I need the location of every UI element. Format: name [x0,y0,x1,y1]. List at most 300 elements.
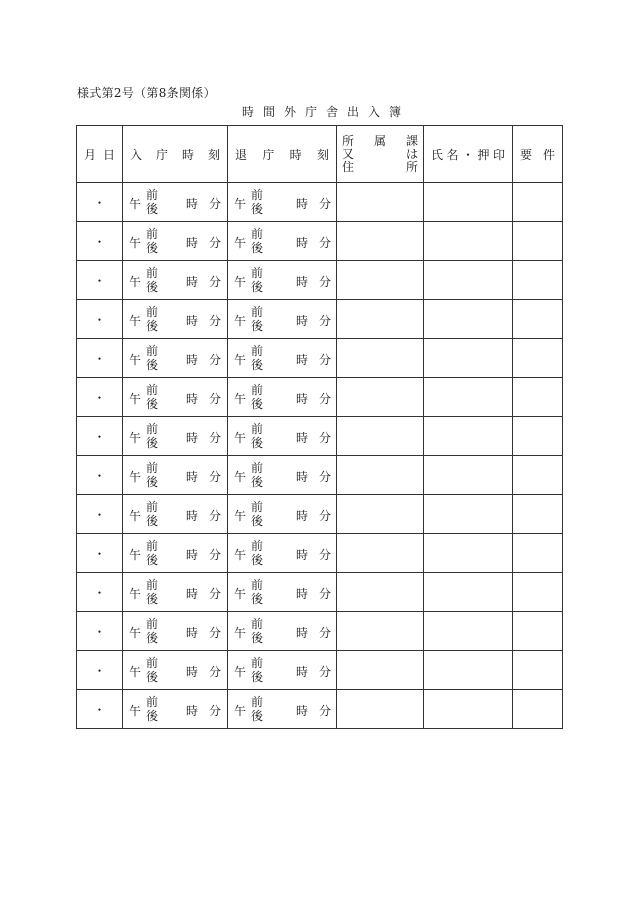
minute-label: 分 [319,470,332,484]
minute-label: 分 [209,704,222,718]
pm-label: 後 [146,202,159,216]
header-name-char: 印 [492,147,505,162]
exit-time-cell[interactable] [228,378,337,417]
minute-label: 分 [319,392,332,406]
am-pm-label [146,266,158,294]
hour-label: 時 [296,509,309,523]
entry-time-cell[interactable] [123,378,228,417]
requirement-cell[interactable] [513,183,563,222]
hour-label: 時 [296,353,309,367]
minute-label: 分 [209,665,222,679]
hour-label: 時 [296,665,309,679]
requirement-cell[interactable] [513,573,563,612]
affiliation-cell[interactable] [337,612,424,651]
header-affiliation-char: 又 [342,146,355,161]
am-label: 前 [146,422,159,436]
am-label: 前 [146,188,159,202]
am-pm-label [146,188,158,216]
minute-label: 分 [319,236,332,250]
noon-label: 午 [129,314,142,328]
minute-label: 分 [209,431,222,445]
noon-label: 午 [129,587,142,601]
affiliation-cell[interactable] [337,651,424,690]
date-separator: ・ [93,624,106,639]
date-separator: ・ [93,234,106,249]
entry-time-cell[interactable] [123,573,228,612]
table-row [77,495,563,534]
requirement-cell[interactable] [513,378,563,417]
minute-label: 分 [209,353,222,367]
am-label: 前 [146,617,159,631]
hour-label: 時 [186,314,199,328]
minute-label: 分 [319,197,332,211]
header-name-char: 名 [446,147,459,162]
pm-label: 後 [251,631,264,645]
header-name-seal [424,126,513,183]
date-cell[interactable] [77,378,123,417]
entry-log-table [76,125,563,729]
exit-time-cell[interactable] [228,300,337,339]
am-label: 前 [251,539,264,553]
entry-time-cell[interactable] [123,612,228,651]
date-cell[interactable] [77,690,123,729]
requirement-cell[interactable] [513,417,563,456]
table-row [77,690,563,729]
requirement-cell[interactable] [513,261,563,300]
hour-label: 時 [296,587,309,601]
entry-time-cell[interactable] [123,651,228,690]
table-row [77,378,563,417]
entry-time-cell[interactable] [123,261,228,300]
hour-label: 時 [296,548,309,562]
noon-label: 午 [129,704,142,718]
header-name-char: ・ [461,147,474,162]
noon-label: 午 [234,704,247,718]
pm-label: 後 [146,475,159,489]
am-label: 前 [146,695,159,709]
am-label: 前 [146,266,159,280]
pm-label: 後 [146,670,159,684]
am-pm-label [146,617,158,645]
date-separator: ・ [93,702,106,717]
name-seal-cell[interactable] [424,261,513,300]
pm-label: 後 [251,358,264,372]
exit-time-cell[interactable] [228,417,337,456]
exit-time-cell[interactable] [228,183,337,222]
pm-label: 後 [146,553,159,567]
noon-label: 午 [129,626,142,640]
noon-label: 午 [234,626,247,640]
date-cell[interactable] [77,417,123,456]
minute-label: 分 [319,275,332,289]
noon-label: 午 [129,392,142,406]
exit-time-cell[interactable] [228,690,337,729]
entry-time-cell[interactable] [123,495,228,534]
hour-label: 時 [296,314,309,328]
hour-label: 時 [296,431,309,445]
am-pm-label [251,344,263,372]
am-pm-label [251,422,263,450]
date-cell[interactable] [77,534,123,573]
noon-label: 午 [129,236,142,250]
header-requirement-char: 件 [542,147,555,162]
date-separator: ・ [93,273,106,288]
name-seal-cell[interactable] [424,378,513,417]
entry-time-cell[interactable] [123,222,228,261]
requirement-cell[interactable] [513,456,563,495]
am-pm-label [146,500,158,528]
affiliation-cell[interactable] [337,417,424,456]
form-number-caption: 様式第2号（第8条関係） [77,86,216,100]
table-row [77,339,563,378]
date-cell[interactable] [77,495,123,534]
am-pm-label [146,461,158,489]
entry-time-cell[interactable] [123,534,228,573]
date-separator: ・ [93,195,106,210]
pm-label: 後 [251,514,264,528]
minute-label: 分 [319,353,332,367]
am-label: 前 [251,500,264,514]
requirement-cell[interactable] [513,495,563,534]
am-label: 前 [251,344,264,358]
exit-time-cell[interactable] [228,339,337,378]
noon-label: 午 [129,470,142,484]
pm-label: 後 [251,670,264,684]
date-cell[interactable] [77,261,123,300]
date-cell[interactable] [77,651,123,690]
name-seal-cell[interactable] [424,612,513,651]
pm-label: 後 [146,514,159,528]
pm-label: 後 [146,280,159,294]
hour-label: 時 [186,197,199,211]
am-label: 前 [251,188,264,202]
requirement-cell[interactable] [513,651,563,690]
exit-time-cell[interactable] [228,222,337,261]
requirement-cell[interactable] [513,339,563,378]
name-seal-cell[interactable] [424,456,513,495]
hour-label: 時 [186,353,199,367]
pm-label: 後 [146,709,159,723]
affiliation-cell[interactable] [337,534,424,573]
am-pm-label [251,227,263,255]
requirement-cell[interactable] [513,222,563,261]
hour-label: 時 [296,626,309,640]
minute-label: 分 [209,392,222,406]
noon-label: 午 [234,392,247,406]
pm-label: 後 [251,397,264,411]
exit-time-cell[interactable] [228,534,337,573]
minute-label: 分 [209,314,222,328]
exit-time-cell[interactable] [228,261,337,300]
header-exit-char: 時 [289,147,302,162]
noon-label: 午 [234,548,247,562]
name-seal-cell[interactable] [424,417,513,456]
requirement-cell[interactable] [513,534,563,573]
minute-label: 分 [209,236,222,250]
header-exit-char: 刻 [316,147,329,162]
am-pm-label [251,617,263,645]
noon-label: 午 [129,509,142,523]
noon-label: 午 [129,353,142,367]
am-label: 前 [251,266,264,280]
date-separator: ・ [93,312,106,327]
header-name-char: 押 [477,147,490,162]
hour-label: 時 [186,704,199,718]
date-separator: ・ [93,663,106,678]
noon-label: 午 [234,353,247,367]
name-seal-cell[interactable] [424,222,513,261]
header-exit-time [228,126,337,183]
am-label: 前 [146,539,159,553]
minute-label: 分 [319,431,332,445]
header-entry-char: 入 [130,147,143,162]
am-pm-label [146,656,158,684]
minute-label: 分 [319,509,332,523]
noon-label: 午 [129,431,142,445]
name-seal-cell[interactable] [424,339,513,378]
affiliation-cell[interactable] [337,456,424,495]
am-label: 前 [146,500,159,514]
pm-label: 後 [146,436,159,450]
name-seal-cell[interactable] [424,690,513,729]
am-pm-label [251,461,263,489]
exit-time-cell[interactable] [228,651,337,690]
pm-label: 後 [146,631,159,645]
hour-label: 時 [186,275,199,289]
table-row [77,456,563,495]
noon-label: 午 [234,509,247,523]
pm-label: 後 [146,241,159,255]
header-requirement-char: 要 [520,147,533,162]
pm-label: 後 [251,280,264,294]
header-month-day [77,126,123,183]
name-seal-cell[interactable] [424,183,513,222]
requirement-cell[interactable] [513,612,563,651]
date-cell[interactable] [77,456,123,495]
table-row [77,417,563,456]
exit-time-cell[interactable] [228,495,337,534]
am-label: 前 [146,578,159,592]
name-seal-cell[interactable] [424,300,513,339]
am-pm-label [251,305,263,333]
entry-time-cell[interactable] [123,183,228,222]
affiliation-cell[interactable] [337,573,424,612]
date-separator: ・ [93,507,106,522]
am-pm-label [251,188,263,216]
header-affiliation-char: 所 [342,133,355,148]
noon-label: 午 [234,236,247,250]
affiliation-cell[interactable] [337,183,424,222]
name-seal-cell[interactable] [424,495,513,534]
noon-label: 午 [129,548,142,562]
date-separator: ・ [93,585,106,600]
pm-label: 後 [251,436,264,450]
am-label: 前 [251,461,264,475]
am-pm-label [251,266,263,294]
hour-label: 時 [186,509,199,523]
am-pm-label [146,305,158,333]
minute-label: 分 [209,626,222,640]
table-row [77,651,563,690]
header-affiliation-char: 属 [373,133,386,148]
noon-label: 午 [234,470,247,484]
minute-label: 分 [319,587,332,601]
table-row [77,573,563,612]
affiliation-cell[interactable] [337,690,424,729]
noon-label: 午 [234,431,247,445]
affiliation-cell[interactable] [337,378,424,417]
noon-label: 午 [234,665,247,679]
am-pm-label [251,578,263,606]
hour-label: 時 [296,197,309,211]
hour-label: 時 [296,470,309,484]
header-month-label: 月 [84,147,97,162]
exit-time-cell[interactable] [228,573,337,612]
am-label: 前 [146,344,159,358]
am-label: 前 [251,227,264,241]
date-cell[interactable] [77,300,123,339]
am-label: 前 [146,461,159,475]
minute-label: 分 [319,626,332,640]
name-seal-cell[interactable] [424,651,513,690]
minute-label: 分 [209,275,222,289]
noon-label: 午 [234,275,247,289]
date-cell[interactable] [77,573,123,612]
pm-label: 後 [251,319,264,333]
header-entry-char: 庁 [155,147,168,162]
date-cell[interactable] [77,612,123,651]
am-label: 前 [146,656,159,670]
hour-label: 時 [186,470,199,484]
header-entry-time [123,126,228,183]
hour-label: 時 [296,275,309,289]
am-pm-label [146,578,158,606]
am-pm-label [146,422,158,450]
am-label: 前 [251,422,264,436]
entry-log-rows [77,183,563,729]
am-pm-label [251,695,263,723]
entry-time-cell[interactable] [123,339,228,378]
affiliation-cell[interactable] [337,300,424,339]
table-row [77,534,563,573]
date-cell[interactable] [77,183,123,222]
am-pm-label [251,539,263,567]
hour-label: 時 [186,626,199,640]
am-pm-label [146,227,158,255]
am-label: 前 [251,305,264,319]
affiliation-cell[interactable] [337,495,424,534]
header-entry-char: 刻 [207,147,220,162]
table-row [77,222,563,261]
requirement-cell[interactable] [513,690,563,729]
noon-label: 午 [129,275,142,289]
header-entry-char: 時 [181,147,194,162]
name-seal-cell[interactable] [424,534,513,573]
affiliation-cell[interactable] [337,222,424,261]
header-name-char: 氏 [431,147,444,162]
am-pm-label [146,344,158,372]
entry-time-cell[interactable] [123,456,228,495]
entry-time-cell[interactable] [123,417,228,456]
am-pm-label [146,383,158,411]
header-affiliation-char: 所 [405,159,418,174]
am-label: 前 [251,617,264,631]
am-pm-label [251,383,263,411]
noon-label: 午 [234,314,247,328]
date-separator: ・ [93,468,106,483]
hour-label: 時 [296,236,309,250]
header-affiliation-char: は [405,146,418,161]
name-seal-cell[interactable] [424,573,513,612]
am-label: 前 [146,227,159,241]
hour-label: 時 [296,392,309,406]
affiliation-cell[interactable] [337,261,424,300]
pm-label: 後 [146,358,159,372]
header-affiliation-char: 課 [405,133,418,148]
noon-label: 午 [129,665,142,679]
noon-label: 午 [129,197,142,211]
date-separator: ・ [93,546,106,561]
pm-label: 後 [146,319,159,333]
table-row [77,300,563,339]
am-label: 前 [251,578,264,592]
minute-label: 分 [319,665,332,679]
hour-label: 時 [186,236,199,250]
header-exit-char: 庁 [262,147,275,162]
pm-label: 後 [251,475,264,489]
am-pm-label [146,539,158,567]
hour-label: 時 [186,587,199,601]
minute-label: 分 [209,587,222,601]
minute-label: 分 [209,470,222,484]
date-cell[interactable] [77,222,123,261]
date-separator: ・ [93,390,106,405]
am-label: 前 [146,305,159,319]
entry-time-cell[interactable] [123,690,228,729]
am-label: 前 [146,383,159,397]
am-label: 前 [251,695,264,709]
am-label: 前 [251,383,264,397]
header-row [77,126,563,183]
minute-label: 分 [319,548,332,562]
noon-label: 午 [234,197,247,211]
am-label: 前 [251,656,264,670]
hour-label: 時 [186,392,199,406]
am-pm-label [146,695,158,723]
minute-label: 分 [209,548,222,562]
page-title: 時間外庁舎出入簿 [241,105,410,119]
minute-label: 分 [209,197,222,211]
requirement-cell[interactable] [513,300,563,339]
table-row [77,612,563,651]
date-cell[interactable] [77,339,123,378]
hour-label: 時 [186,431,199,445]
exit-time-cell[interactable] [228,612,337,651]
noon-label: 午 [234,587,247,601]
am-pm-label [251,500,263,528]
pm-label: 後 [251,592,264,606]
pm-label: 後 [146,397,159,411]
date-separator: ・ [93,429,106,444]
table-row [77,261,563,300]
minute-label: 分 [209,509,222,523]
entry-time-cell[interactable] [123,300,228,339]
header-requirement [513,126,563,183]
table-row [77,183,563,222]
pm-label: 後 [251,241,264,255]
exit-time-cell[interactable] [228,456,337,495]
affiliation-cell[interactable] [337,339,424,378]
